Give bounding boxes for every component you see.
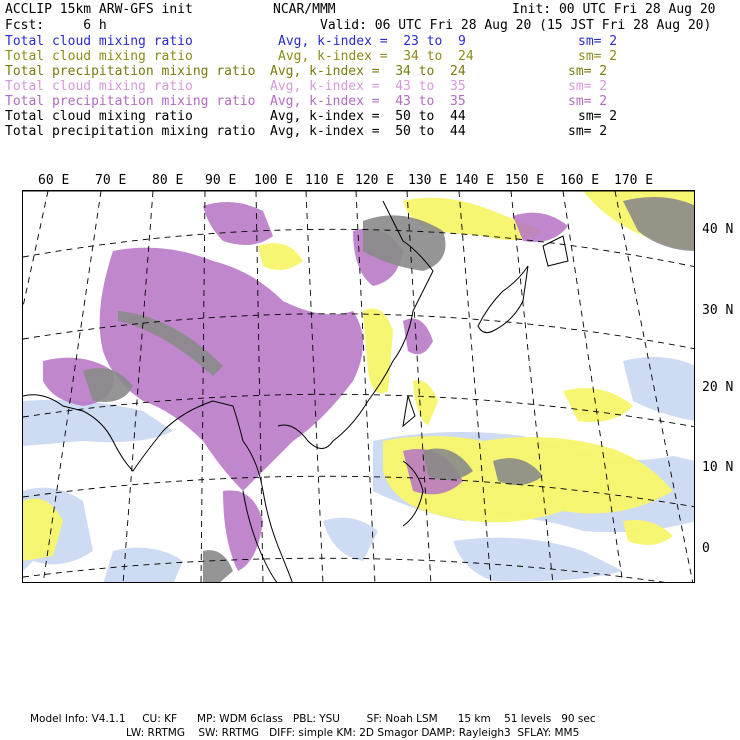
legend-smoothing: sm= 2 [568,64,608,79]
longitude-label: 110 E [305,173,345,188]
longitude-label: 140 E [455,173,495,188]
legend-kindex: Avg, k-index = 34 to 24 [270,64,466,79]
map-svg [23,191,695,583]
longitude-label: 170 E [614,173,654,188]
longitude-label: 90 E [205,173,237,188]
legend-name: Total cloud mixing ratio [5,34,193,49]
legend-smoothing: sm= 2 [568,124,608,139]
longitude-label: 130 E [408,173,448,188]
legend-kindex: Avg, k-index = 50 to 44 [270,124,466,139]
latitude-label: 10 N [702,460,734,475]
forecast-hour: Fcst: 6 h [5,18,107,33]
legend-kindex: Avg, k-index = 34 to 24 [278,49,474,64]
legend-smoothing: sm= 2 [578,109,618,124]
legend-name: Total precipitation mixing ratio [5,64,256,79]
latitude-label: 20 N [702,380,734,395]
model-info-line1: Model Info: V4.1.1 CU: KF MP: WDM 6class PBL: YSU SF: Noah LSM 15 km 51 levels 90 sec [30,713,596,725]
legend-kindex: Avg, k-index = 50 to 44 [270,109,466,124]
legend-name: Total cloud mixing ratio [5,109,193,124]
legend-smoothing: sm= 2 [568,79,608,94]
longitude-label: 70 E [95,173,127,188]
init-time: Init: 00 UTC Fri 28 Aug 20 [512,2,716,17]
legend-name: Total precipitation mixing ratio [5,124,256,139]
longitude-label: 160 E [560,173,600,188]
legend-smoothing: sm= 2 [568,94,608,109]
map-panel [22,190,695,583]
longitude-label: 60 E [38,173,70,188]
model-info-line2: LW: RRTMG SW: RRTMG DIFF: simple KM: 2D Smagor DAMP: Rayleigh3 SFLAY: MM5 [126,727,580,739]
latitude-label: 0 [702,541,710,556]
legend-name: Total cloud mixing ratio [5,49,193,64]
legend-name: Total precipitation mixing ratio [5,94,256,109]
longitude-label: 100 E [254,173,294,188]
legend-kindex: Avg, k-index = 23 to 9 [278,34,466,49]
center-title: NCAR/MMM [273,2,336,17]
longitude-label: 150 E [505,173,545,188]
latitude-label: 40 N [702,222,734,237]
legend-smoothing: sm= 2 [578,34,618,49]
legend-smoothing: sm= 2 [578,49,618,64]
legend-name: Total cloud mixing ratio [5,79,193,94]
latitude-label: 30 N [702,303,734,318]
valid-time: Valid: 06 UTC Fri 28 Aug 20 (15 JST Fri 28 Aug 20) [320,18,712,33]
left-title: ACCLIP 15km ARW-GFS init [5,2,193,17]
longitude-label: 120 E [355,173,395,188]
legend-kindex: Avg, k-index = 43 to 35 [270,79,466,94]
longitude-label: 80 E [152,173,184,188]
legend-kindex: Avg, k-index = 43 to 35 [270,94,466,109]
